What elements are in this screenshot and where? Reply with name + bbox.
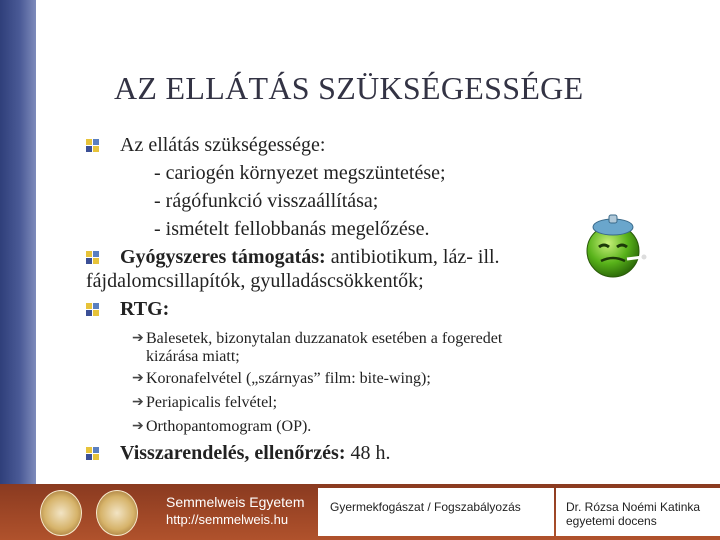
footer-author-title: egyetemi docens	[566, 514, 657, 528]
footer-course-box	[318, 488, 554, 536]
bullet-label: RTG:	[120, 298, 170, 320]
bullet-label: Gyógyszeres támogatás:	[120, 246, 326, 268]
bullet-icon	[86, 303, 99, 316]
university-seal-icon	[96, 490, 138, 536]
sick-smiley-icon	[583, 213, 649, 279]
bullet-text: antibiotikum, láz- ill.	[325, 246, 500, 268]
arrow-icon: ➔	[132, 371, 144, 386]
bullet-icon	[86, 447, 99, 460]
footer-course: Gyermekfogászat / Fogszabályozás	[330, 500, 521, 514]
sub-item: - ismételt fellobbanás megelőzése.	[154, 218, 430, 240]
bullet-icon	[86, 251, 99, 264]
university-seal-icon	[40, 490, 82, 536]
footer-url[interactable]: http://semmelweis.hu	[166, 512, 289, 527]
bullet-text: 48 h.	[345, 442, 391, 464]
bullet-label: Visszarendelés, ellenőrzés:	[120, 442, 346, 464]
slide-title: AZ ELLÁTÁS SZÜKSÉGESSÉGE	[114, 70, 584, 106]
footer-org-name: Semmelweis Egyetem	[166, 494, 305, 510]
sub-item: - rágófunkció visszaállítása;	[154, 190, 379, 212]
footer-author-box	[556, 488, 720, 536]
bullet-continuation: fájdalomcsillapítók, gyulladáscsökkentők;	[86, 270, 424, 292]
sub-item: - cariogén környezet megszüntetése;	[154, 162, 446, 184]
arrow-icon: ➔	[132, 419, 144, 434]
bullet-label: Az ellátás szükségessége:	[120, 134, 326, 156]
left-accent-bar	[0, 0, 36, 484]
arrow-icon: ➔	[132, 395, 144, 410]
footer-author: Dr. Rózsa Noémi Katinka	[566, 500, 701, 514]
bullet-icon	[86, 139, 99, 152]
arrow-icon: ➔	[132, 331, 144, 346]
